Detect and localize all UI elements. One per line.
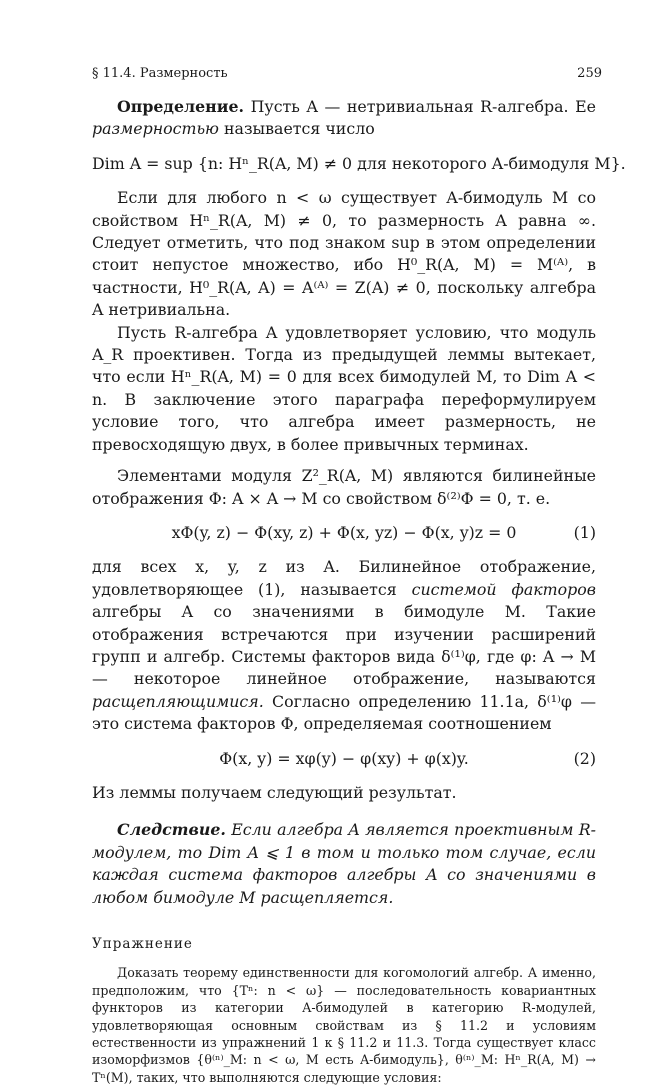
page-body bbox=[92, 96, 626, 1086]
dimension-formula: Dim A = sup {n: Hⁿ_R(A, M) ≠ 0 для некоторого A-бимодуля M}. bbox=[92, 153, 626, 173]
definition-text-a: Пусть A — нетривиальная R-алгебра. Ее bbox=[250, 97, 596, 116]
corollary-text: Если алгебра A является проективным R-модулем, то Dim A ⩽ 1 в том и только том случае, если каждая система факторов алгебры A со значениями в любом бимодуле M расщепляется. bbox=[92, 820, 596, 907]
paragraph-projective: Пусть R-алгебра A удовлетворяет условию, что модуль A_R проективен. Тогда из предыдущей леммы вытекает, что если Hⁿ_R(A, M) = 0 для всех бимодулей M, то Dim A < n. В заключение этого параграфа переформулируем условие того, что алгебра имеет размерность, не превосходящую двух, в более привычных терминах. bbox=[92, 322, 596, 454]
page-number: 259 bbox=[577, 66, 602, 81]
exercise-text: Доказать теорему единственности для когомологий алгебр. А именно, предположим, что {Tⁿ: n < ω} — последовательность ковариантных функторов из категории A-бимодулей в категорию R-модулей, удовлетворяющая основным свойствам из § 11.2 и условиям естественности из упражнений 1 к § 11.2 и 11.3. Тогда существует класс изоморфизмов {θ⁽ⁿ⁾_M: n < ω, M есть A-бимодуль}, θ⁽ⁿ⁾_M: Hⁿ_R(A, M) → Tⁿ(M), таких, что выполняются следующие условия: bbox=[92, 965, 596, 1085]
term-splitting: расщепляющимися. bbox=[92, 691, 264, 711]
paragraph-factor-systems: для всех x, y, z из A. Билинейное отображение, удовлетворяющее (1), называется системой факторов алгебры A со значениями в бимодуле M. Такие отображения встречаются при изучении расширений групп и алгебр. Системы факторов вида δ⁽¹⁾φ, где φ: A → M — некоторое линейное отображение, называются расщепляющимися. Согласно определению 11.1a, δ⁽¹⁾φ — это система факторов Φ, определяемая соотношением bbox=[92, 557, 596, 734]
equation-2 bbox=[92, 748, 596, 770]
section-title: § 11.4. Размерность bbox=[92, 66, 228, 81]
term-factor-system: системой факторов bbox=[411, 579, 596, 599]
paragraph-lemma-result: Из леммы получаем следующий результат. bbox=[92, 782, 457, 802]
definition-text-b: называется число bbox=[224, 119, 375, 139]
equation-1-number: (1) bbox=[573, 522, 596, 542]
equation-1 bbox=[92, 522, 596, 544]
definition-paragraph bbox=[92, 96, 596, 141]
paragraph-bilinear-maps: Элементами модуля Z²_R(A, M) являются билинейные отображения Φ: A × A → M со свойством δ⁽²⁾Φ = 0, т. е. bbox=[92, 466, 596, 508]
running-header bbox=[92, 66, 602, 81]
equation-1-expression: xΦ(y, z) − Φ(xy, z) + Φ(x, yz) − Φ(x, y)z = 0 bbox=[171, 522, 517, 542]
corollary-label: Следствие. bbox=[117, 820, 226, 840]
exercise-heading: Упражнение bbox=[92, 936, 193, 952]
definition-label: Определение. bbox=[117, 97, 245, 116]
paragraph-infinite-dimension: Если для любого n < ω существует A-бимодуль M со свойством Hⁿ_R(A, M) ≠ 0, то размерность A равна ∞. Следует отметить, что под знаком sup в этом определении стоит непустое множество, ибо H⁰_R(A, M) = M⁽ᴬ⁾, в частности, H⁰_R(A, A) = A⁽ᴬ⁾ = Z(A) ≠ 0, поскольку алгебра A нетривиальна. bbox=[92, 188, 596, 320]
definition-term: размерностью bbox=[92, 119, 219, 139]
equation-2-expression: Φ(x, y) = xφ(y) − φ(xy) + φ(x)y. bbox=[219, 748, 469, 768]
equation-2-number: (2) bbox=[573, 748, 596, 768]
corollary-paragraph bbox=[92, 819, 596, 909]
